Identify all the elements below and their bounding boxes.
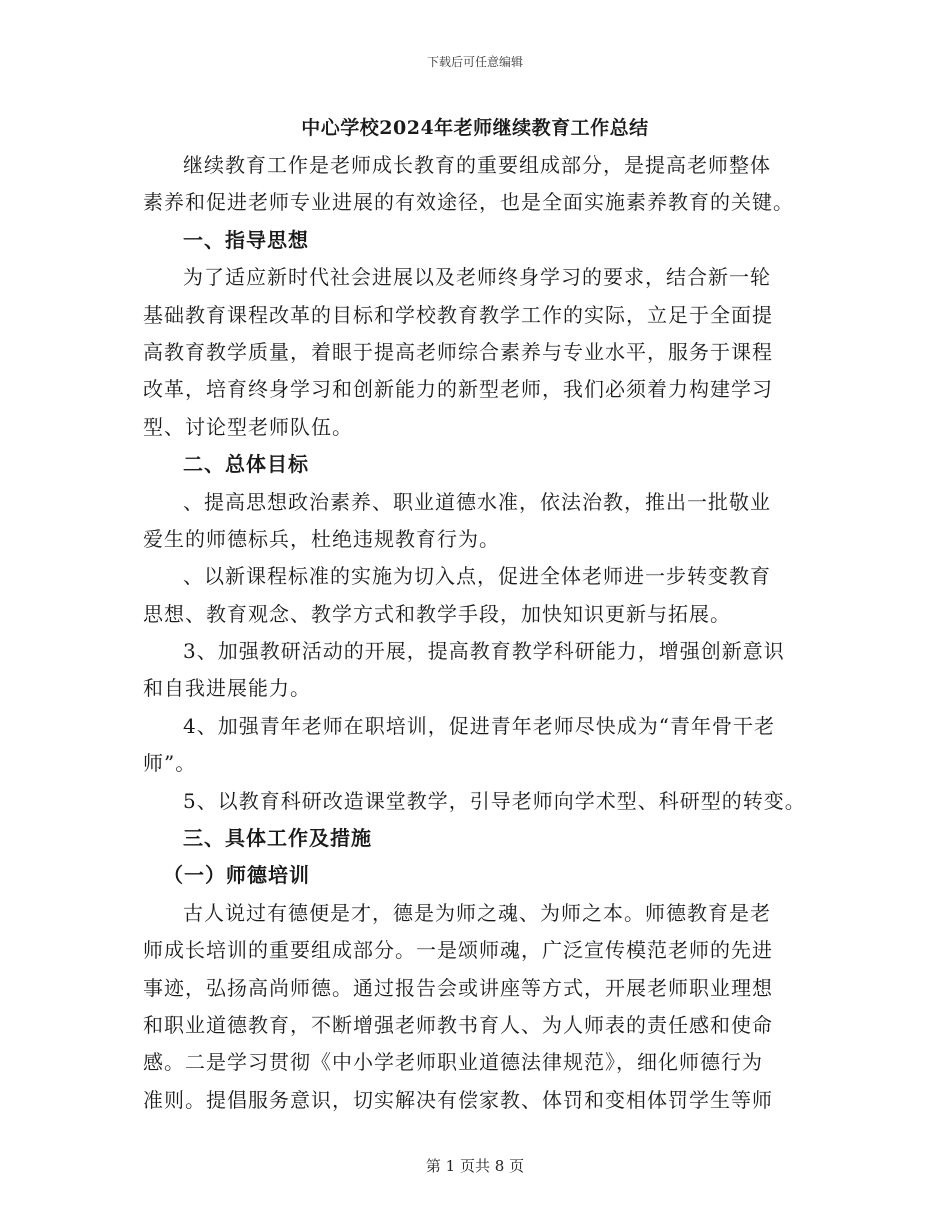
paragraph-line: 素养和促进老师专业进展的有效途径，也是全面实施素养教育的关键。 — [143, 190, 794, 215]
paragraph-line: 4、加强青年老师在职培训，促进青年老师尽快成为“青年骨干老 — [183, 713, 775, 738]
document-body — [143, 147, 823, 1119]
paragraph-line: 古人说过有德便是才，德是为师之魂、为师之本。师德教育是老 — [183, 900, 771, 925]
paragraph-line: 3、加强教研活动的开展，提高教育教学科研能力，增强创新意识 — [183, 639, 785, 664]
paragraph-line: 和自我进展能力。 — [143, 676, 311, 701]
paragraph-line: 、提高思想政治素养、职业道德水准，依法治教，推出一批敬业 — [183, 489, 771, 514]
header-note: 下载后可任意编辑 — [426, 55, 523, 69]
section-heading: 二、总体目标 — [183, 452, 309, 477]
paragraph-line: 师成长培训的重要组成部分。一是颂师魂，广泛宣传模范老师的先进 — [143, 938, 773, 963]
document-title: 中心学校2024年老师继续教育工作总结 — [301, 117, 649, 139]
paragraph-line: 改革，培育终身学习和创新能力的新型老师，我们必须着力构建学习 — [143, 377, 773, 402]
paragraph-line: 为了适应新时代社会进展以及老师终身学习的要求，结合新一轮 — [183, 265, 771, 290]
paragraph-line: 爱生的师德标兵，杜绝违规教育行为。 — [143, 526, 500, 551]
paragraph-line: 高教育教学质量，着眼于提高老师综合素养与专业水平，服务于课程 — [143, 339, 773, 364]
paragraph-line: 事迹，弘扬高尚师德。通过报告会或讲座等方式，开展老师职业理想 — [143, 975, 773, 1000]
section-heading: 三、具体工作及措施 — [183, 826, 372, 851]
paragraph-line: 5、以教育科研改造课堂教学，引导老师向学术型、科研型的转变。 — [183, 788, 806, 813]
paragraph-line: 师”。 — [143, 751, 197, 776]
paragraph-line: 继续教育工作是老师成长教育的重要组成部分，是提高老师整体 — [183, 153, 771, 177]
paragraph-line: 思想、教育观念、教学方式和教学手段，加快知识更新与拓展。 — [143, 601, 731, 626]
paragraph-line: 准则。提倡服务意识，切实解决有偿家教、体罚和变相体罚学生等师 — [143, 1087, 773, 1112]
section-heading: （一）师德培训 — [163, 863, 310, 888]
paragraph-line: 感。二是学习贯彻《中小学老师职业道德法律规范》，细化师德行为 — [143, 1050, 763, 1075]
page-footer: 第 1 页共 8 页 — [425, 1157, 525, 1175]
paragraph-line: 、以新课程标准的实施为切入点，促进全体老师进一步转变教育 — [183, 564, 771, 589]
section-heading: 一、指导思想 — [183, 227, 309, 252]
paragraph-line: 型、讨论型老师队伍。 — [143, 414, 353, 439]
paragraph-line: 和职业道德教育，不断增强老师教书育人、为人师表的责任感和使命 — [143, 1012, 773, 1037]
paragraph-line: 基础教育课程改革的目标和学校教育教学工作的实际，立足于全面提 — [143, 302, 773, 327]
